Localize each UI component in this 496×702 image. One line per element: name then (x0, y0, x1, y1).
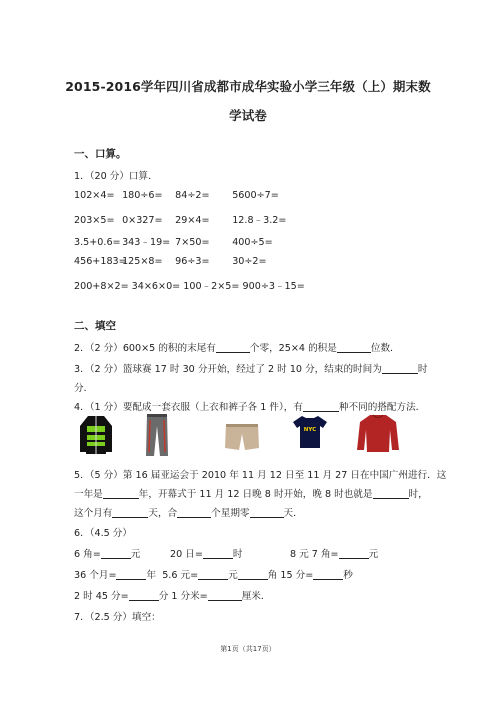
q5-text: 天，合 (148, 508, 178, 519)
footer-text: 第 (220, 645, 228, 653)
q3-text-b: 时 (417, 364, 428, 375)
calc-row-1 (74, 190, 279, 201)
answer-blank[interactable] (373, 488, 409, 499)
q2-text-c: 位数． (370, 343, 400, 354)
answer-blank[interactable] (382, 363, 418, 374)
q6-text: 36 个月= (74, 570, 117, 581)
q6-text: 厘米． (241, 591, 271, 602)
footer-text: 页） (261, 645, 276, 653)
q5-line-1: 5．（5 分）第 16 届亚运会于 2010 年 11 月 12 日至 11 月 27 日在中国广州进行．这 (74, 470, 447, 481)
q6-text: 元 (228, 570, 238, 581)
footer-text: 页（共 (231, 645, 253, 653)
calc-item: 343﹣19= (122, 237, 171, 248)
answer-blank[interactable] (129, 590, 159, 601)
section2-heading: 二、填空 (74, 320, 116, 332)
answer-blank[interactable] (103, 488, 139, 499)
q6-text: 20 日= (170, 549, 203, 560)
total-pages: 17 (252, 645, 262, 653)
q5-text: 时， (408, 489, 428, 500)
q6-text: 分 1 分米= (158, 591, 208, 602)
answer-blank[interactable] (313, 569, 343, 580)
calc-row-4 (74, 256, 267, 267)
calc-item: 400÷5= (232, 237, 273, 248)
jacket-image (78, 412, 114, 456)
q3-line (74, 361, 427, 375)
q6-text: 秒 (343, 570, 353, 581)
calc-row-3 (74, 234, 273, 248)
answer-blank[interactable] (339, 548, 369, 559)
pants-image (144, 412, 170, 458)
q6-text: 8 元 7 角= (290, 549, 339, 560)
q7-label: 7．（2.5 分）填空： (74, 612, 161, 623)
calc-row-5: 200+8×2= 34×6×0= 100﹣2×5= 900÷3﹣15= (74, 281, 305, 292)
q5-text: 这个月有 (74, 508, 113, 519)
q5-line-2 (74, 486, 428, 500)
q2-line (74, 340, 400, 354)
q6-text: 时 (232, 549, 243, 560)
answer-blank[interactable] (238, 569, 268, 580)
calc-item: 30÷2= (232, 256, 267, 267)
q6-row-1 (74, 546, 378, 560)
clothing-images (74, 412, 426, 462)
calc-item: 5600÷7= (232, 190, 279, 201)
q6-text: 年 (146, 570, 157, 581)
answer-blank[interactable] (303, 401, 339, 412)
calc-item: 84÷2= (175, 190, 210, 201)
calc-item: 3.5+0.6= (74, 237, 121, 248)
answer-blank[interactable] (208, 590, 242, 601)
shorts-image (224, 422, 260, 452)
calc-item: 180÷6= (122, 190, 163, 201)
q6-label: 6．（4.5 分） (74, 528, 132, 539)
q6-row-3 (74, 588, 271, 602)
q4-line (74, 399, 425, 413)
answer-blank[interactable] (337, 342, 371, 353)
answer-blank[interactable] (101, 548, 131, 559)
q5-text: 个星期零 (211, 508, 250, 519)
exam-title-line1: 2015-2016学年四川省成都市成华实验小学三年级（上）期末数 (65, 79, 431, 94)
q2-text-a: 2．（2 分）600×5 的积的末尾有 (74, 343, 216, 354)
exam-title-line2: 学试卷 (229, 108, 267, 123)
q4-text-a: 4．（1 分）要配成一套衣服（上衣和裤子各 1 件），有 (74, 402, 303, 413)
answer-blank[interactable] (203, 548, 233, 559)
q6-row-2 (74, 567, 353, 581)
calc-item: 96÷3= (175, 256, 210, 267)
q6-text: 元 (368, 549, 379, 560)
answer-blank[interactable] (177, 507, 211, 518)
answer-blank[interactable] (112, 507, 148, 518)
q5-text: 一年是 (74, 489, 103, 500)
q6-text: 5.6 元= (162, 570, 199, 581)
answer-blank[interactable] (216, 342, 250, 353)
page-footer (0, 644, 496, 654)
tshirt-image (292, 414, 328, 450)
calc-item: 29×4= (175, 215, 210, 226)
answer-blank[interactable] (116, 569, 146, 580)
q6-text: 6 角= (74, 549, 101, 560)
sweater-image (356, 412, 400, 454)
q2-text-b: 个零，25×4 的积是 (249, 343, 337, 354)
answer-blank[interactable] (250, 507, 284, 518)
calc-item: 125×8= (122, 256, 163, 267)
q3-text-a: 3．（2 分）篮球赛 17 时 30 分开始，经过了 2 时 10 分，结束的时间为 (74, 364, 382, 375)
answer-blank[interactable] (198, 569, 228, 580)
q5-line-3 (74, 505, 303, 519)
q6-text: 2 时 45 分= (74, 591, 129, 602)
q3-line-2: 分． (74, 383, 94, 394)
calc-item: 102×4= (74, 190, 115, 201)
current-page: 1 (227, 645, 232, 653)
q5-text: 天． (283, 508, 303, 519)
q1-label: 1．（20 分）口算． (74, 171, 158, 182)
calc-row-2 (74, 212, 286, 226)
q6-text: 角 15 分= (267, 570, 314, 581)
tshirt-print: NYC (303, 427, 317, 433)
q4-text-b: 种不同的搭配方法． (338, 402, 426, 413)
calc-item: 456+183= (74, 256, 127, 267)
q5-text: 年，开幕式于 11 月 12 日晚 8 时开始，晚 8 时也就是 (138, 489, 373, 500)
calc-item: 0×327= (122, 215, 163, 226)
calc-item: 7×50= (175, 237, 210, 248)
q6-text: 元 (130, 549, 141, 560)
section1-heading: 一、口算。 (74, 148, 127, 160)
calc-item: 203×5= (74, 215, 115, 226)
calc-item: 12.8﹣3.2= (232, 215, 287, 226)
